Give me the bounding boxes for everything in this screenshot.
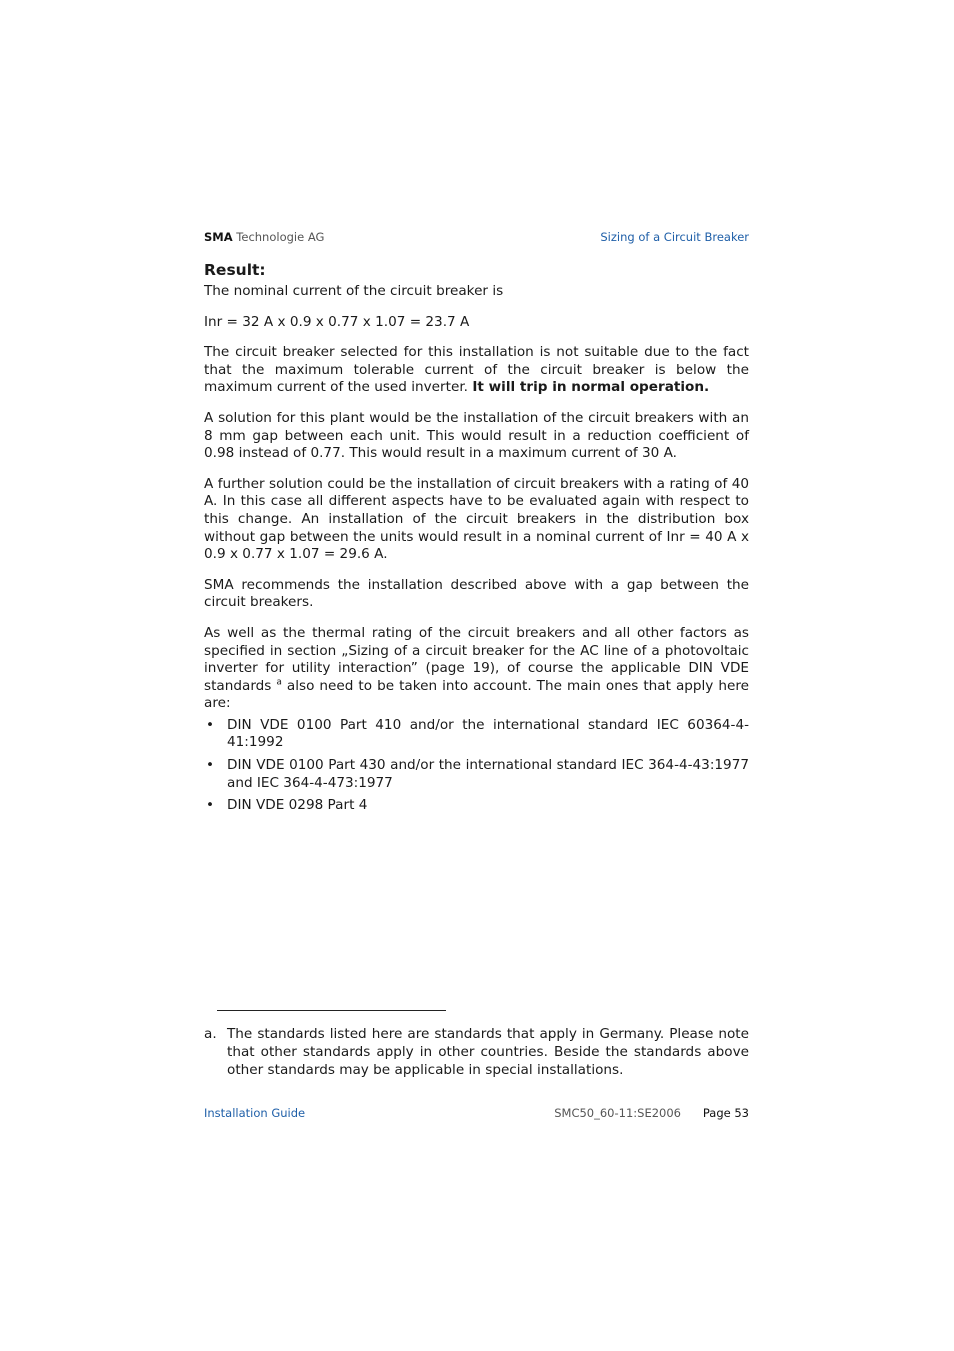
standards-intro-text-end: also need to be taken into account. The main ones that apply here are: (204, 677, 749, 712)
company-name (204, 230, 324, 244)
list-item: • DIN VDE 0100 Part 410 and/or the international standard IEC 60364-4-41:1992 (204, 717, 749, 752)
paragraph-solution-40a: A further solution could be the installation of circuit breakers with a rating of 40 A. In this case all different aspects have to be evaluated again with respect to this change. An installation of the circuit breakers in the distribution box without gap between the units would result in a nominal current of Inr = 40 A x 0.9 x 0.77 x 1.07 = 29.6 A. (204, 475, 749, 563)
document-type: Installation Guide (204, 1106, 306, 1120)
standards-list (204, 717, 749, 815)
footnote-marker: a. (204, 1026, 217, 1042)
unsuitable-text: The circuit breaker selected for this installation is not suitable due to the fact that the maximum tolerable current of the circuit breaker is below the maximum current of the used inverter. (204, 344, 749, 396)
formula-nominal-current: Inr = 32 A x 0.9 x 0.77 x 1.07 = 23.7 A (204, 313, 470, 330)
paragraph-unsuitable (204, 344, 749, 397)
page-body (204, 261, 749, 820)
footnote-ref: a (276, 677, 282, 688)
standards-intro-text: As well as the thermal rating of the circuit breakers and all other factors as specified in section „Sizing of a circuit breaker for the AC line of a photovoltaic inverter for utility interaction” (page 19), of course the applicable DIN VDE standards (204, 624, 749, 694)
document-id: SMC50_60-11:SE2006 (554, 1106, 681, 1120)
company-brand: SMA (204, 230, 233, 244)
page-footer (204, 1106, 749, 1122)
paragraph-recommendation: SMA recommends the installation described above with a gap between the circuit breakers. (204, 576, 749, 611)
list-item: • DIN VDE 0100 Part 430 and/or the international standard IEC 364-4-43:1977 and IEC 364-4-473:1977 (204, 757, 749, 792)
paragraph-solution-gap: A solution for this plant would be the installation of the circuit breakers with an 8 mm gap between each unit. This would result in a reduction coefficient of 0.98 instead of 0.77. This would result in a maximum current of 30 A. (204, 409, 749, 462)
page-number: Page 53 (702, 1106, 749, 1120)
section-title: Sizing of a Circuit Breaker (600, 230, 749, 244)
footnote (204, 1026, 749, 1079)
paragraph-nominal-current: The nominal current of the circuit breaker is (204, 283, 504, 299)
paragraph-standards-intro (204, 625, 749, 713)
footnote-divider (217, 1010, 446, 1011)
footnote-text: The standards listed here are standards that apply in Germany. Please note that other standards apply in other countries. Beside the standards above other standards may be applicable in special installations. (227, 1026, 749, 1078)
page-header (204, 230, 749, 246)
result-heading: Result: (204, 261, 266, 279)
trip-warning: It will trip in normal operation. (472, 379, 710, 396)
company-suffix: Technologie AG (232, 230, 325, 244)
list-item: • DIN VDE 0298 Part 4 (204, 797, 749, 815)
